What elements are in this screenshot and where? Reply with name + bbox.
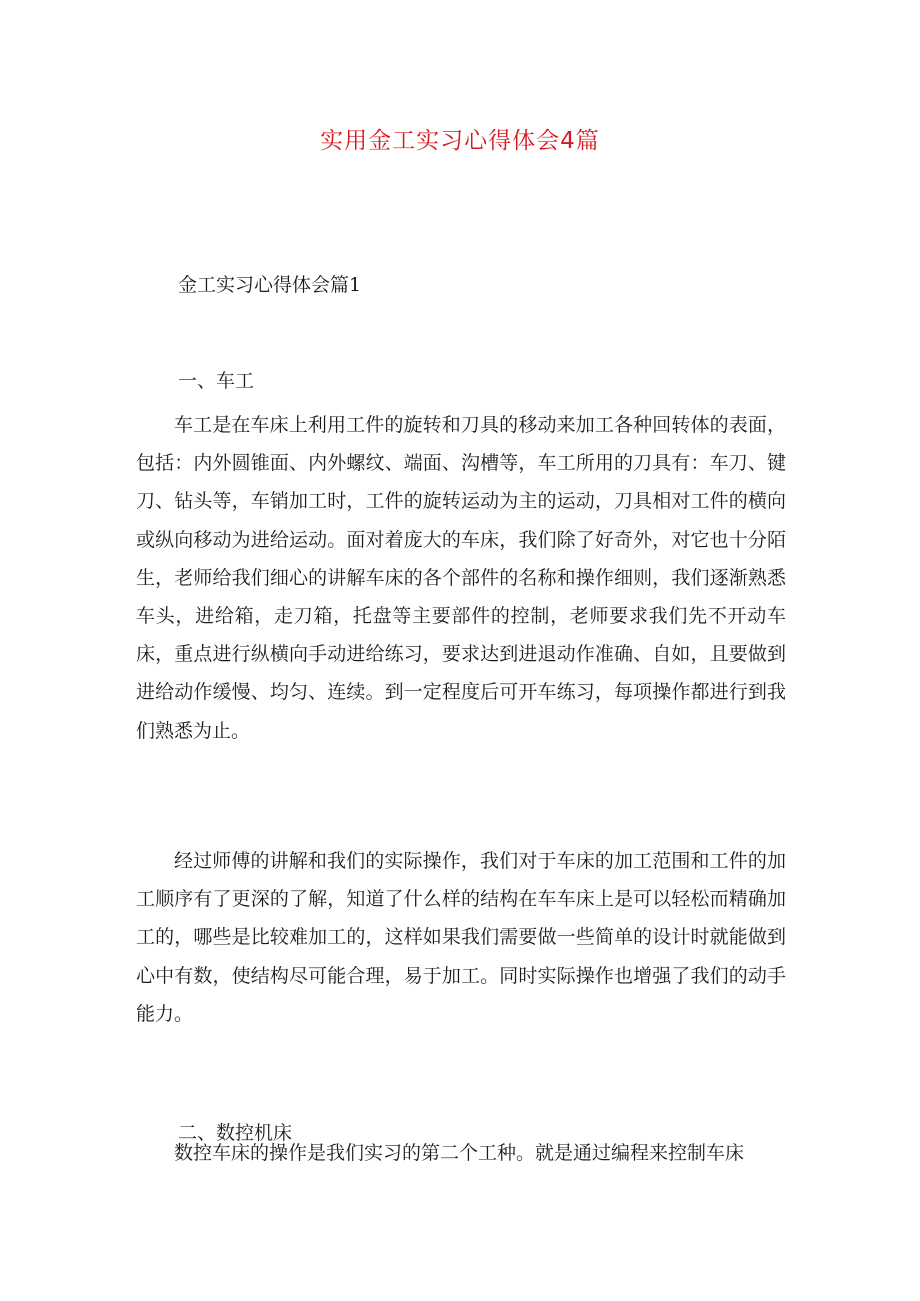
document-title: 实用金工实习心得体会4篇 [320,128,600,154]
article-subtitle: 金工实习心得体会篇1 [178,274,362,296]
paragraph-turning-summary: 经过师傅的讲解和我们的实际操作，我们对于车床的加工范围和工件的加工顺序有了更深的了解，知道了什么样的结构在车车床上是可以轻松而精确加工的，哪些是比较难加工的，这样如果我们需要做一些简单的设计时就能做到心中有数，使结构尽可能合理，易于加工。同时实际操作也增强了我们的动手能力。 [136,850,786,1025]
section-heading-cnc: 二、数控机床 [178,1122,293,1144]
section-heading-turning: 一、车工 [178,370,255,392]
paragraph-cnc-intro: 数控车床的操作是我们实习的第二个工种。就是通过编程来控制车床 [174,1142,745,1164]
paragraph-turning-intro: 车工是在车床上利用工件的旋转和刀具的移动来加工各种回转体的表面，包括：内外圆锥面、内外螺纹、端面、沟槽等，车工所用的刀具有：车刀、键刀、钻头等，车销加工时，工件的旋转运动为主的运动，刀具相对工件的横向或纵向移动为进给运动。面对着庞大的车床，我们除了好奇外，对它也十分陌生，老师给我们细心的讲解车床的各个部件的名称和操作细则，我们逐渐熟悉车头，进给箱，走刀箱，托盘等主要部件的控制，老师要求我们先不开动车床，重点进行纵横向手动进给练习，要求达到进退动作准确、自如，且要做到进给动作缓慢、均匀、连续。到一定程度后可开车练习，每项操作都进行到我们熟悉为止。 [136,414,786,742]
